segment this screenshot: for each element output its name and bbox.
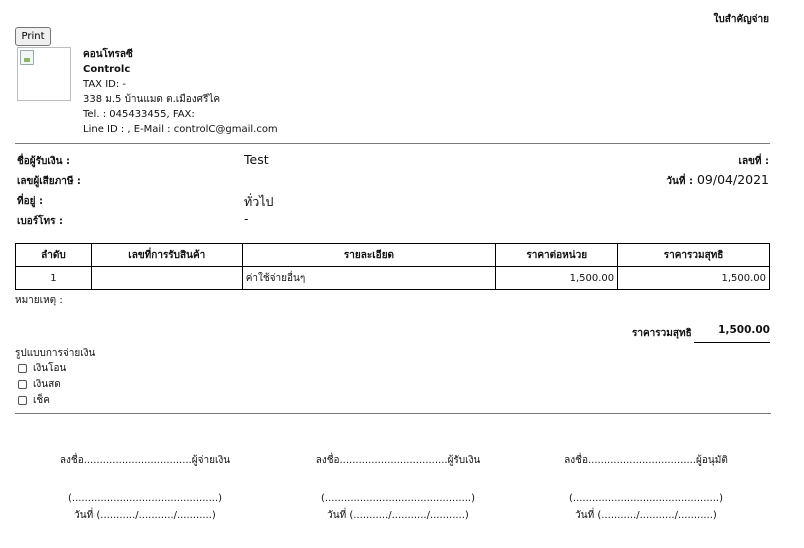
- signature-divider: [15, 413, 771, 414]
- print-button[interactable]: Print: [15, 27, 51, 46]
- items-table: [15, 243, 770, 290]
- col-seq: ลำดับ: [16, 244, 92, 267]
- company-address: 338 ม.5 บ้านแมด ต.เมืองศรีไค: [83, 94, 221, 105]
- summary-total-label: ราคารวมสุทธิ: [632, 328, 692, 339]
- summary-total-value: 1,500.00: [694, 324, 770, 343]
- payer-signature-line: ลงชื่อ..................................ผู้จ่ายเงิน: [59, 455, 231, 466]
- table-row: [16, 267, 770, 290]
- cheque-label: เช็ค: [33, 395, 50, 406]
- company-tel-fax: Tel. : 045433455, FAX:: [83, 109, 195, 120]
- header-divider: [15, 143, 770, 144]
- payment-option-cash[interactable]: [18, 377, 61, 392]
- doc-date-label: วันที่ :: [666, 176, 693, 187]
- cell-total: 1,500.00: [618, 267, 770, 290]
- company-tax-id: TAX ID: -: [83, 79, 127, 90]
- cell-receipt-no: [91, 267, 242, 290]
- approver-date-line: วันที่ (.........../.........../...........): [575, 510, 717, 521]
- company-name-th: คอนโทรลซี: [83, 49, 133, 60]
- payee-phone-label: เบอร์โทร :: [17, 216, 63, 227]
- company-logo: [17, 47, 71, 101]
- remark-label: หมายเหตุ :: [15, 295, 63, 306]
- receiver-signature-line: ลงชื่อ..................................ผู้รับเงิน: [315, 455, 481, 466]
- payee-name-label: ชื่อผู้รับเงิน :: [17, 156, 70, 167]
- payment-title: รูปแบบการจ่ายเงิน: [15, 348, 96, 359]
- receiver-name-line: (..............................................): [320, 493, 476, 504]
- payment-option-cheque[interactable]: [18, 393, 50, 408]
- payee-phone-value: -: [244, 211, 249, 226]
- cell-detail: ค่าใช้จ่ายอื่นๆ: [242, 267, 496, 290]
- company-info: [83, 47, 278, 137]
- approver-signature-line: ลงชื่อ..................................ผู้อนุมัติ: [564, 455, 728, 466]
- doc-number-label: เลขที่ :: [738, 156, 769, 167]
- payee-address-label: ที่อยู่ :: [17, 196, 43, 207]
- company-line-email: Line ID : , E-Mail : controlC@gmail.com: [83, 124, 278, 135]
- cash-checkbox[interactable]: [18, 380, 27, 389]
- broken-image-icon: [20, 50, 34, 65]
- payee-name-value: Test: [244, 152, 269, 167]
- approver-name-line: (..............................................): [568, 493, 724, 504]
- company-name-en: Controlc: [83, 64, 131, 75]
- col-unit-price: ราคาต่อหน่วย: [496, 244, 618, 267]
- transfer-label: เงินโอน: [33, 363, 67, 374]
- receiver-date-line: วันที่ (.........../.........../...........): [327, 510, 469, 521]
- cell-unit-price: 1,500.00: [496, 267, 618, 290]
- col-total: ราคารวมสุทธิ: [618, 244, 770, 267]
- doc-date-value: 09/04/2021: [696, 172, 769, 187]
- col-detail: รายละเอียด: [242, 244, 496, 267]
- transfer-checkbox[interactable]: [18, 364, 27, 373]
- payer-name-line: (..............................................): [67, 493, 223, 504]
- cell-seq: 1: [16, 267, 92, 290]
- payer-date-line: วันที่ (.........../.........../...........): [74, 510, 216, 521]
- table-header-row: [16, 244, 770, 267]
- payment-option-transfer[interactable]: [18, 361, 66, 376]
- document-title: ใบสำคัญจ่าย: [713, 14, 769, 25]
- cheque-checkbox[interactable]: [18, 396, 27, 405]
- payee-address-value: ทั่วไป: [244, 194, 274, 209]
- doc-date: [666, 172, 769, 189]
- col-receipt-no: เลขที่การรับสินค้า: [91, 244, 242, 267]
- cash-label: เงินสด: [33, 379, 61, 390]
- payee-tax-label: เลขผู้เสียภาษี :: [17, 176, 81, 187]
